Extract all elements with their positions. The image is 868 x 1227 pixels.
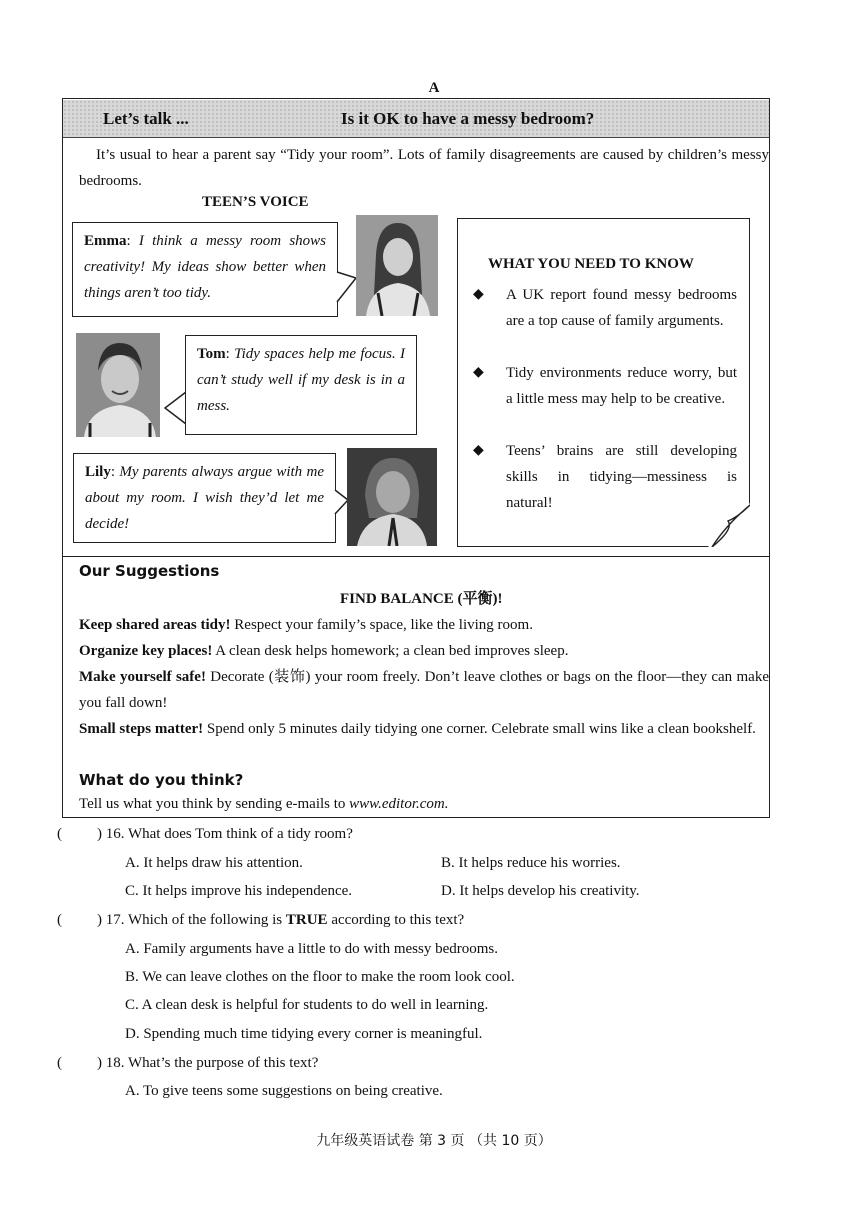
tom-name: Tom xyxy=(197,346,226,362)
think-text xyxy=(79,796,448,813)
emma-speech-bubble: Emma: I think a messy room shows creativity! My ideas show better when things aren’t too tidy. xyxy=(72,222,338,317)
tom-speech-bubble: Tom: Tidy spaces help me focus. I can’t study well if my desk is in a mess. xyxy=(185,335,417,435)
answer-paren: ( xyxy=(57,912,62,928)
editor-email: www.editor.com. xyxy=(349,796,449,812)
option-16d: D. It helps develop his creativity. xyxy=(441,883,640,899)
option-16a: A. It helps draw his attention. xyxy=(125,855,303,871)
suggestion-item xyxy=(79,664,769,716)
know-item-text: A UK report found messy bedrooms are a top cause of family arguments. xyxy=(506,287,737,329)
know-item-text: Tidy environments reduce worry, but a little mess may help to be creative. xyxy=(506,365,737,407)
lily-speech-bubble: Lily: My parents always argue with me about my room. I wish they’d let me decide! xyxy=(73,453,336,543)
teens-voice-title: TEEN’S VOICE xyxy=(202,194,309,210)
emma-name: Emma xyxy=(84,233,127,249)
header-left-title: Let’s talk ... xyxy=(103,109,189,128)
option-16c: C. It helps improve his independence. xyxy=(125,883,353,899)
option-17a: A. Family arguments have a little to do with messy bedrooms. xyxy=(125,941,499,957)
know-item xyxy=(473,282,737,360)
suggestion-text: A clean desk helps homework; a clean bed improves sleep. xyxy=(212,643,569,659)
tom-quote: Tidy spaces help me focus. I can’t study well if my desk is in a mess. xyxy=(197,346,405,414)
answer-paren: ( xyxy=(57,1055,62,1071)
find-balance-heading: FIND BALANCE (平衡)! xyxy=(340,591,503,607)
option-18a: A. To give teens some suggestions on being creative. xyxy=(125,1083,443,1099)
suggestion-item xyxy=(79,612,769,638)
suggestions-title: Our Suggestions xyxy=(79,562,220,580)
know-item-text: Teens’ brains are still developing skills in tidying—messiness is natural! xyxy=(506,443,737,511)
emma-quote: I think a messy room shows creativity! My ideas show better when things aren’t too tidy. xyxy=(84,233,326,301)
option-17b: B. We can leave clothes on the floor to make the room look cool. xyxy=(125,969,515,985)
emma-bubble-tail xyxy=(336,270,358,306)
intro-paragraph: It’s usual to hear a parent say “Tidy your room”. Lots of family disagreements are caused by children’s messy bedrooms. xyxy=(79,147,769,189)
section-divider xyxy=(62,556,770,557)
lily-name: Lily xyxy=(85,464,111,480)
header-right-title: Is it OK to have a messy bedroom? xyxy=(341,109,595,128)
emma-photo xyxy=(356,215,438,316)
think-sentence: Tell us what you think by sending e-mails to xyxy=(79,796,350,812)
option-16b: B. It helps reduce his worries. xyxy=(441,855,621,871)
suggestion-bold: Small steps matter! xyxy=(79,721,204,737)
suggestion-text: Respect your family’s space, like the living room. xyxy=(230,617,533,633)
what-do-you-think-title: What do you think? xyxy=(79,771,244,789)
question-17 xyxy=(97,912,464,929)
suggestion-text: Spend only 5 minutes daily tidying one corner. Celebrate small wins like a clean bookshelf. xyxy=(203,721,756,737)
diamond-bullet-icon: ◆ xyxy=(473,443,484,458)
option-17c: C. A clean desk is helpful for students to do well in learning. xyxy=(125,997,489,1013)
diamond-bullet-icon: ◆ xyxy=(473,287,484,302)
know-item xyxy=(473,438,737,516)
section-letter: A xyxy=(428,80,440,96)
question-16: ) 16. What does Tom think of a tidy room? xyxy=(97,826,353,842)
diamond-bullet-icon: ◆ xyxy=(473,365,484,380)
option-17d: D. Spending much time tidying every corner is meaningful. xyxy=(125,1026,483,1042)
tom-bubble-tail xyxy=(163,390,187,428)
page-footer: 九年级英语试卷 第 3 页 （共 10 页） xyxy=(316,1133,552,1149)
lily-quote: My parents always argue with me about my room. I wish they’d let me decide! xyxy=(85,464,324,532)
suggestion-item xyxy=(79,638,769,664)
question-17-bold: TRUE xyxy=(285,912,328,928)
question-17-text: ) 17. Which of the following is xyxy=(97,912,286,928)
tom-photo xyxy=(76,333,160,437)
question-17-text-end: according to this text? xyxy=(327,912,465,928)
answer-paren: ( xyxy=(57,826,62,842)
suggestion-text: Decorate (装饰) your room freely. Don’t leave clothes or bags on the floor—they can make you fall down! xyxy=(79,669,769,711)
lily-photo xyxy=(347,448,437,546)
know-title: WHAT YOU NEED TO KNOW xyxy=(488,256,694,272)
suggestion-bold: Organize key places! xyxy=(79,643,213,659)
suggestion-bold: Keep shared areas tidy! xyxy=(79,617,231,633)
suggestion-item xyxy=(79,716,769,742)
know-item xyxy=(473,360,737,438)
question-18: ) 18. What’s the purpose of this text? xyxy=(97,1055,319,1071)
suggestion-bold: Make yourself safe! xyxy=(79,669,206,685)
